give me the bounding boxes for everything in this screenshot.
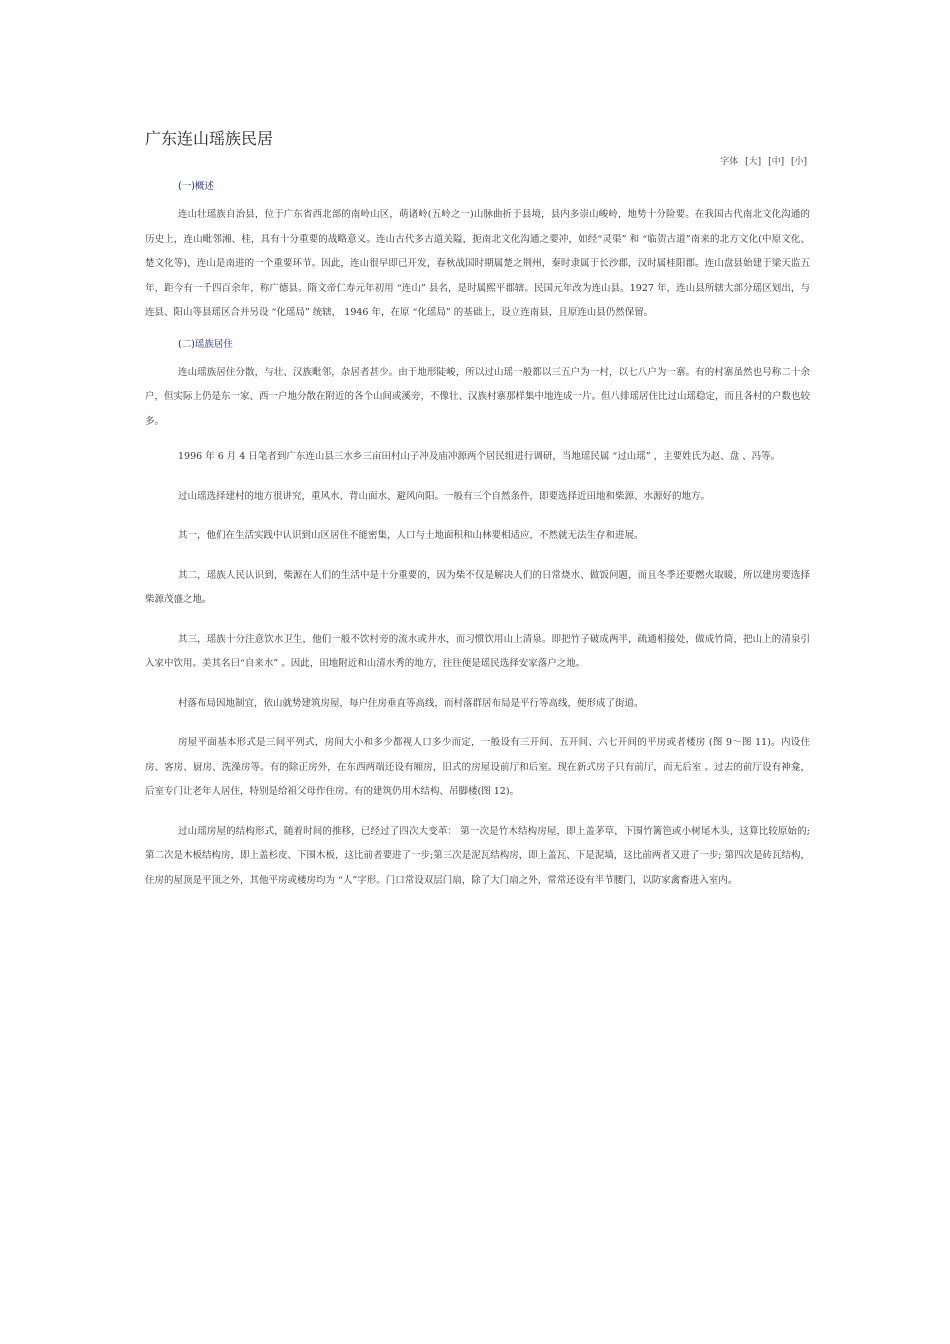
paragraph: 其三，瑶族十分注意饮水卫生，他们一般不饮村旁的流水或井水，而习惯饮用山上清泉。即把竹子破成两半，疏通相接处，做成竹筒，把山上的清泉引入家中饮用。美其名曰“自来水” 。因此，田地附近和山清水秀的地方，往往便是瑶民选择安家落户之地。 (145, 633, 810, 669)
paragraph: 过山瑶选择建村的地方很讲究，重风水、背山面水、避风向阳。一般有三个自然条件，即要选择近田地和柴源、水源好的地方。 (178, 490, 711, 502)
article-body (145, 179, 810, 908)
font-size-small-link[interactable]: [小] (790, 157, 807, 167)
section-heading-residence: (二)瑶族居住 (178, 338, 233, 350)
paragraph: 村落布局因地制宜，依山就势建筑房屋，每户住房垂直等高线，而村落群居布局是平行等高线，便形成了街道。 (178, 697, 644, 709)
font-size-label: 字体 (720, 157, 739, 167)
paragraph: 连山瑶族居住分散，与壮、汉族毗邻，杂居者甚少。由于地形陡峻，所以过山瑶一般都以三五户为一村，以七八户为一寨。有的村寨虽然也号称二十余户，但实际上仍是东一家、西一户地分散在附近的各个山间或溪旁，不像壮、汉族村寨那样集中地连成一片。但八排瑶居住比过山瑶稳定，而且各村的户数也较多。 (145, 366, 811, 427)
font-size-large-link[interactable]: [大] (745, 157, 762, 167)
page-title: 广东连山瑶族民居 (145, 129, 274, 148)
paragraph: 其一，他们在生活实践中认识到山区居住不能密集，人口与土地面积和山林要相适应，不然就无法生存和进展。 (178, 530, 644, 541)
paragraph: 房屋平面基本形式是三间平列式，房间大小和多少都视人口多少而定，一般设有三开间、五开间、六七开间的平房或者楼房 (图 9～图 11)。内设住房、客房、厨房、洗澡房等。有的除正房外，在东西两端还设有厢房，旧式的房屋设前厅和后室。现在新式房子只有前厅，而无后室 。过去的前厅设有神龛，后室专门让老年人居住，特别是给祖父母作住房。有的建筑仍用木结构、吊脚楼(图 12)。 (145, 737, 810, 797)
font-size-selector (716, 154, 807, 167)
paragraph: 1996 年 6 月 4 日笔者到广东连山县三水乡三亩田村山子冲及庙冲源两个居民组进行调研，当地瑶民属 “过山瑶” ，主要姓氏为赵、盘 、冯等。 (178, 451, 781, 462)
paragraph: 过山瑶房屋的结构形式，随着时间的推移，已经过了四次大变革： 第一次是竹木结构房屋，即上盖茅草，下围竹篱笆或小树尾木头，这算比较原始的; 第二次是木板结构房，即上盖杉皮、下围木板，这比前者要进了一步;第三次是泥瓦结构房，即上盖瓦、下是泥墙，这比前两者又进了一步; 第四次是砖瓦结构，住房的屋顶是平顶之外，其他平房或楼房均为 “人”字形。门口常设双层门扇，除了大门扇之外，常常还设有半节腰门，以防家禽畜进入室内。 (145, 825, 810, 886)
section-heading-overview: (一)概述 (178, 181, 214, 192)
paragraph: 连山壮瑶族自治县，位于广东省西北部的南岭山区，萌诸岭(五岭之一)山脉曲折于县境，县内多崇山峻岭，地势十分险要。在我国古代南北文化沟通的历史上，连山毗邻湘、桂，具有十分重要的战略意义。连山古代多古道关隘，扼南北文化沟通之要冲，如经“灵渠” 和 “临贺古道”南来的北方文化(中原文化、楚文化等)，连山是南进的一个重要环节。因此，连山很早即已开发，春秋战国时期属楚之荆州，秦时隶属于长沙郡，汉时属桂阳郡。连山盘县始建于梁天监五年，距今有一千四百余年，称广德县。隋文帝仁寿元年初用 “连山” 县名，是时属熙平郡辖。民国元年改为连山县。1927 年，连山县所辖大部分瑶区划出，与连县、阳山等县瑶区合并另设 “化瑶局” 统辖， 1946 年，在原 “化瑶局” 的基础上，设立连南县，且原连山县仍然保留。 (145, 209, 810, 318)
font-size-medium-link[interactable]: [中] (768, 157, 785, 167)
paragraph: 其二，瑶族人民认识到，柴源在人们的生活中是十分重要的，因为柴不仅是解决人们的日常烧水、做饭问题，而且冬季还要燃火取暖，所以建房要选择柴源茂盛之地。 (145, 569, 810, 605)
